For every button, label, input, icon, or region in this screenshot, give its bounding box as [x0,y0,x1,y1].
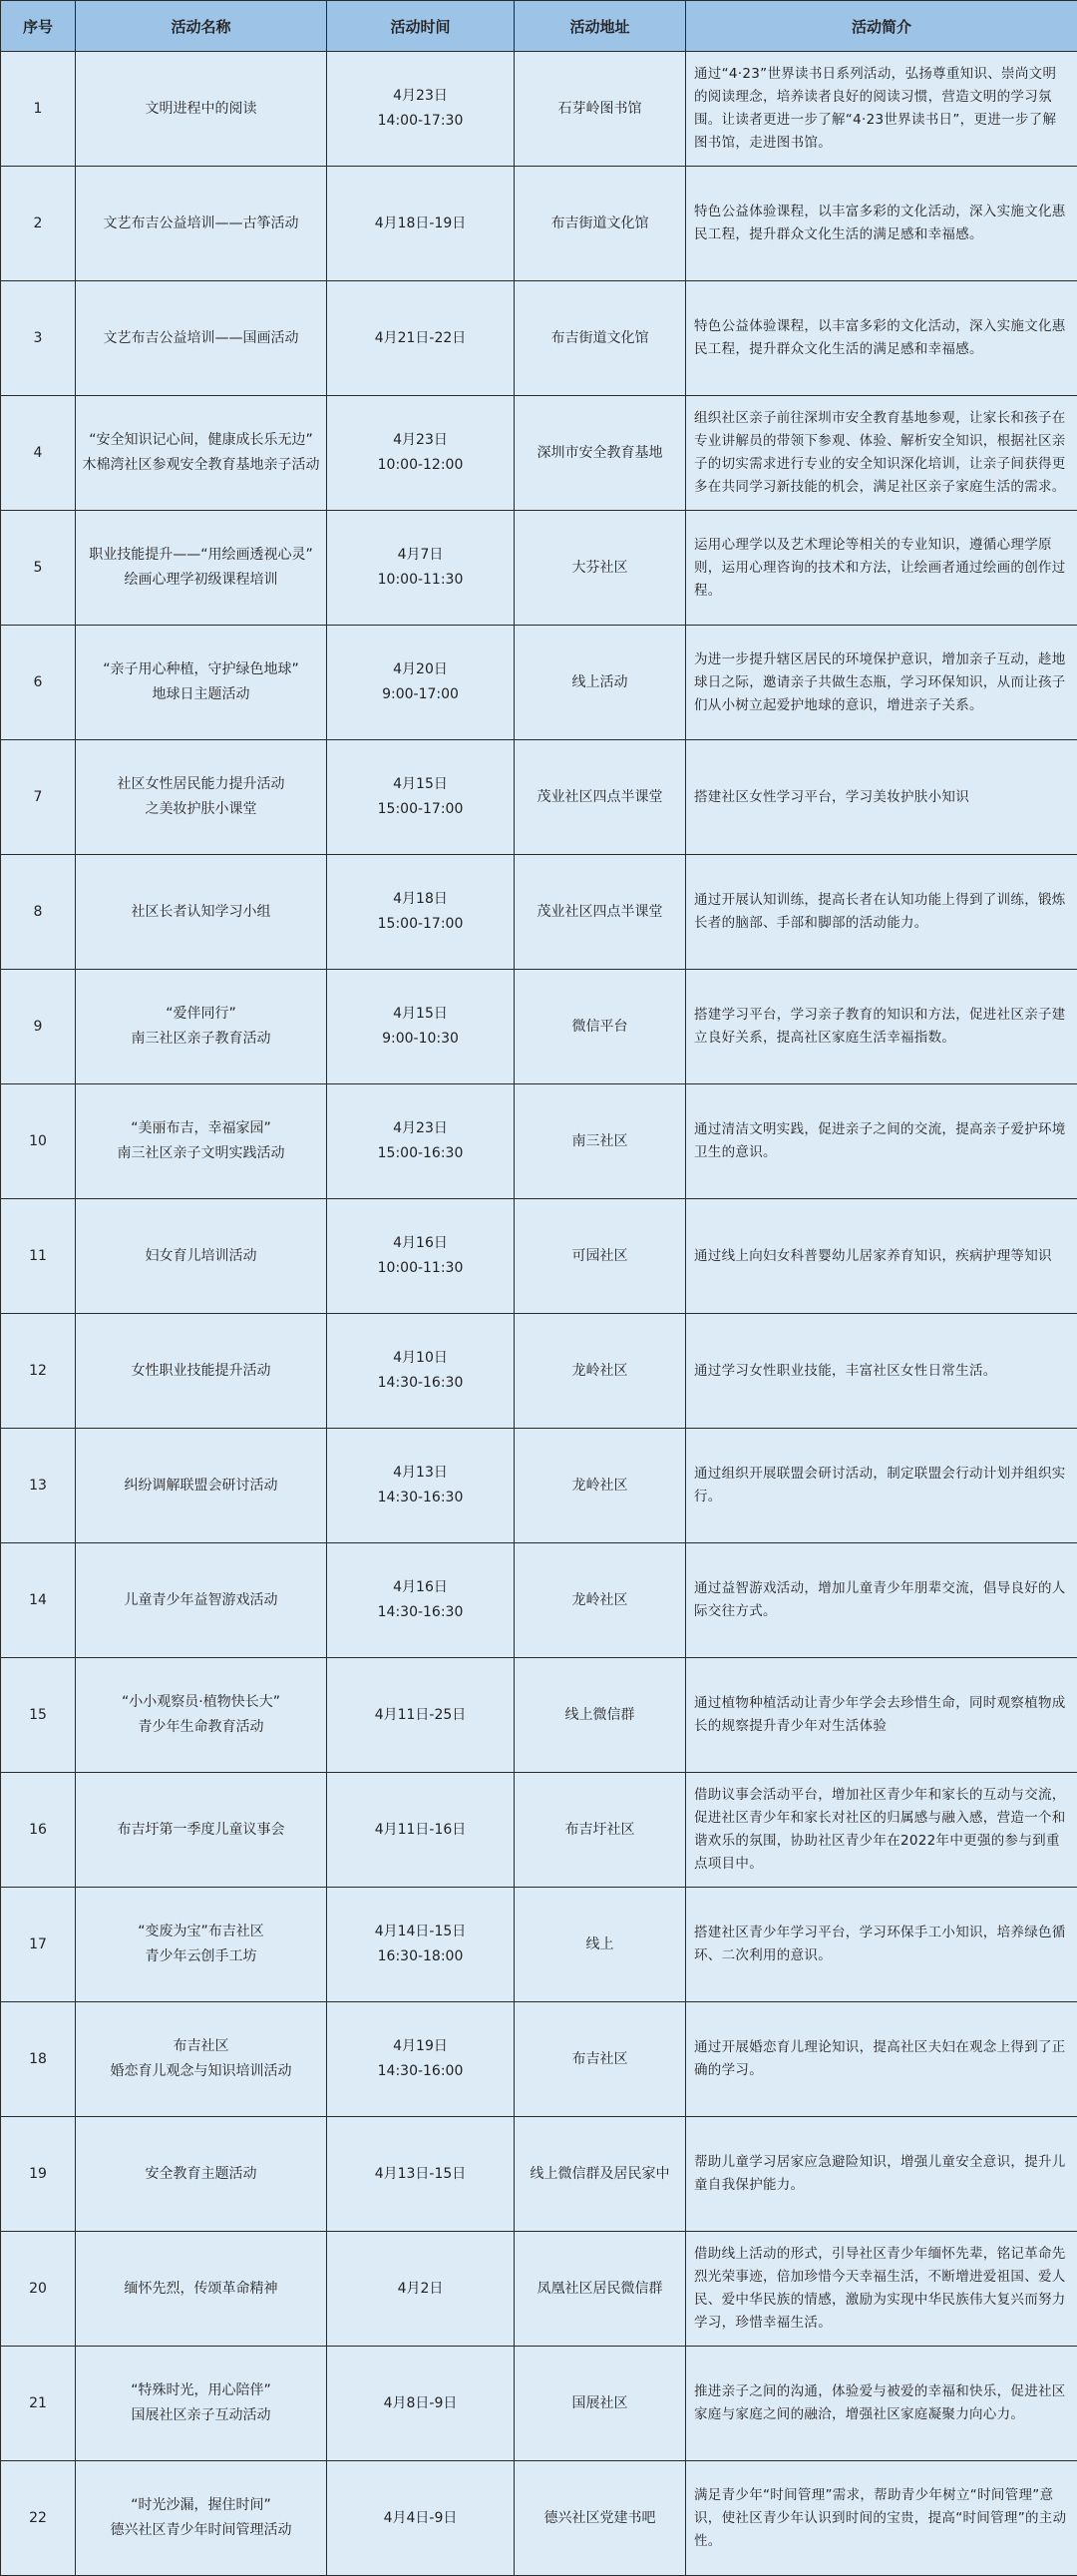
activity-name-line: 木棉湾社区参观安全教育基地亲子活动 [82,453,320,478]
activity-name-line: 绘画心理学初级课程培训 [82,568,320,593]
cell-serial: 10 [1,1084,76,1199]
cell-activity-description: 通过清洁文明实践，促进亲子之间的交流，提高亲子爱护环境卫生的意识。 [686,1084,1077,1199]
cell-serial: 9 [1,970,76,1084]
cell-activity-time [327,2232,515,2347]
cell-activity-time [327,2117,515,2232]
cell-activity-time [327,1888,515,2002]
activity-name-line: 儿童青少年益智游戏活动 [82,1588,320,1613]
cell-activity-place: 南三社区 [515,1084,686,1199]
activity-time-line: 4月14日-15日 [333,1920,508,1944]
activity-time-line: 4月15日 [333,1002,508,1027]
cell-activity-time [327,626,515,740]
activity-name-line: 妇女育儿培训活动 [82,1244,320,1269]
header-serial: 序号 [1,1,76,52]
activity-name-line: 青少年云创手工坊 [82,1944,320,1969]
activity-time-line: 4月18日-19日 [333,212,508,236]
activity-time-line: 4月20日 [333,657,508,682]
activity-name-line: 文艺布吉公益培训——古筝活动 [82,212,320,236]
table-row [1,511,1077,626]
cell-serial: 16 [1,1773,76,1888]
activity-time-line: 9:00-10:30 [333,1027,508,1052]
cell-activity-place: 茂业社区四点半课堂 [515,855,686,970]
activity-time-line: 14:30-16:30 [333,1371,508,1396]
activity-time-line: 4月19日 [333,2034,508,2059]
cell-activity-description: 为进一步提升辖区居民的环境保护意识，增加亲子互动，趁地球日之际，邀请亲子共做生态瓶，学习环保知识，从而让孩子们从小树立起爱护地球的意识，增进亲子关系。 [686,626,1077,740]
header-activity-place: 活动地址 [515,1,686,52]
cell-serial: 18 [1,2002,76,2117]
activity-name-line: 婚恋育儿观念与知识培训活动 [82,2059,320,2084]
cell-serial: 5 [1,511,76,626]
cell-activity-time [327,740,515,855]
cell-activity-place: 布吉街道文化馆 [515,281,686,396]
activity-name-line: 社区女性居民能力提升活动 [82,772,320,797]
activity-time-line: 10:00-11:30 [333,1256,508,1281]
activity-time-line: 14:30-16:00 [333,2059,508,2084]
cell-activity-place: 布吉街道文化馆 [515,167,686,281]
table-row [1,396,1077,511]
cell-activity-place: 德兴社区党建书吧 [515,2461,686,2576]
cell-activity-place: 线上活动 [515,626,686,740]
cell-serial: 22 [1,2461,76,2576]
activity-time-line: 15:00-17:00 [333,912,508,937]
activity-name-line: 青少年生命教育活动 [82,1715,320,1740]
cell-serial: 4 [1,396,76,511]
table-row [1,2461,1077,2576]
cell-activity-place: 线上 [515,1888,686,2002]
cell-activity-place: 微信平台 [515,970,686,1084]
cell-activity-description: 特色公益体验课程，以丰富多彩的文化活动，深入实施文化惠民工程，提升群众文化生活的满足感和幸福感。 [686,281,1077,396]
cell-activity-place: 龙岭社区 [515,1543,686,1658]
cell-activity-name [76,511,327,626]
activity-name-line: 安全教育主题活动 [82,2162,320,2187]
cell-activity-description: 推进亲子之间的沟通，体验爱与被爱的幸福和快乐，促进社区家庭与家庭之间的融洽，增强社区家庭凝聚力向心力。 [686,2347,1077,2461]
activity-time-line: 9:00-17:00 [333,682,508,707]
cell-activity-time [327,1084,515,1199]
cell-serial: 13 [1,1429,76,1543]
cell-activity-description: 搭建社区青少年学习平台，学习环保手工小知识，培养绿色循环、二次利用的意识。 [686,1888,1077,2002]
activity-time-line: 4月23日 [333,428,508,453]
activity-name-line: 南三社区亲子教育活动 [82,1027,320,1052]
table-row [1,2117,1077,2232]
activity-time-line: 10:00-11:30 [333,568,508,593]
table-row [1,2232,1077,2347]
cell-serial: 21 [1,2347,76,2461]
activity-time-line: 10:00-12:00 [333,453,508,478]
cell-activity-place: 布吉圩社区 [515,1773,686,1888]
cell-activity-time [327,1658,515,1773]
activity-name-line: “变废为宝”布吉社区 [82,1920,320,1944]
table-row [1,1773,1077,1888]
cell-activity-name [76,1888,327,2002]
cell-activity-place: 凤凰社区居民微信群 [515,2232,686,2347]
activity-time-line: 4月18日 [333,887,508,912]
activity-name-line: 地球日主题活动 [82,682,320,707]
cell-activity-name [76,970,327,1084]
cell-activity-place: 石芽岭图书馆 [515,52,686,167]
cell-activity-name [76,1084,327,1199]
table-row [1,1314,1077,1429]
cell-activity-description: 搭建社区女性学习平台，学习美妆护肤小知识 [686,740,1077,855]
cell-serial: 15 [1,1658,76,1773]
activity-name-line: 女性职业技能提升活动 [82,1359,320,1384]
cell-serial: 12 [1,1314,76,1429]
cell-serial: 1 [1,52,76,167]
activity-time-line: 14:00-17:30 [333,109,508,134]
cell-activity-name [76,1429,327,1543]
cell-activity-name [76,2117,327,2232]
activity-name-line: 缅怀先烈，传颂革命精神 [82,2277,320,2302]
activity-time-line: 14:30-16:30 [333,1486,508,1510]
cell-activity-name [76,626,327,740]
cell-activity-time [327,2461,515,2576]
cell-activity-time [327,1429,515,1543]
activity-time-line: 4月16日 [333,1231,508,1256]
cell-activity-place: 可园社区 [515,1199,686,1314]
activity-time-line: 4月13日 [333,1461,508,1486]
activity-name-line: “小小观察员·植物快长大” [82,1690,320,1715]
cell-activity-description: 搭建学习平台，学习亲子教育的知识和方法，促进社区亲子建立良好关系，提高社区家庭生活幸福指数。 [686,970,1077,1084]
cell-activity-description: 通过“4·23”世界读书日系列活动，弘扬尊重知识、崇尚文明的阅读理念，培养读者良好的阅读习惯，营造文明的学习氛围。让读者更进一步了解“4·23世界读书日”，更进一步了解图书馆，走进图书馆。 [686,52,1077,167]
cell-activity-name [76,167,327,281]
table-row [1,1199,1077,1314]
cell-activity-description: 通过开展婚恋育儿理论知识，提高社区夫妇在观念上得到了正确的学习。 [686,2002,1077,2117]
cell-serial: 6 [1,626,76,740]
cell-serial: 14 [1,1543,76,1658]
cell-activity-place: 深圳市安全教育基地 [515,396,686,511]
cell-activity-description: 借助议事会活动平台，增加社区青少年和家长的互动与交流，促进社区青少年和家长对社区的归属感与融入感，营造一个和谐欢乐的氛围，协助社区青少年在2022年中更强的参与到重点项目中。 [686,1773,1077,1888]
table-row [1,1543,1077,1658]
cell-activity-description: 组织社区亲子前往深圳市安全教育基地参观，让家长和孩子在专业讲解员的带领下参观、体验、解析安全知识，根据社区亲子的切实需求进行专业的安全知识深化培训，让亲子间获得更多在共同学习新技能的机会，满足社区亲子家庭生活的需求。 [686,396,1077,511]
table-row [1,1658,1077,1773]
cell-activity-time [327,970,515,1084]
cell-activity-description: 通过开展认知训练，提高长者在认知功能上得到了训练，锻炼长者的脑部、手部和脚部的活动能力。 [686,855,1077,970]
cell-serial: 3 [1,281,76,396]
activity-time-line: 4月23日 [333,1116,508,1141]
cell-activity-description: 通过线上向妇女科普婴幼儿居家养育知识，疾病护理等知识 [686,1199,1077,1314]
cell-activity-place: 大芬社区 [515,511,686,626]
table-body [1,52,1077,2576]
activity-time-line: 4月11日-16日 [333,1818,508,1843]
activity-time-line: 14:30-16:30 [333,1600,508,1625]
activity-name-line: “安全知识记心间，健康成长乐无边” [82,428,320,453]
cell-activity-name [76,2347,327,2461]
cell-activity-description: 通过学习女性职业技能，丰富社区女性日常生活。 [686,1314,1077,1429]
activity-name-line: 布吉圩第一季度儿童议事会 [82,1818,320,1843]
cell-activity-name [76,2002,327,2117]
table-row [1,1429,1077,1543]
activity-name-line: “特殊时光，用心陪伴” [82,2378,320,2403]
activity-name-line: “美丽布吉，幸福家园” [82,1116,320,1141]
cell-activity-name [76,855,327,970]
activity-name-line: “亲子用心种植，守护绿色地球” [82,657,320,682]
cell-activity-place: 布吉社区 [515,2002,686,2117]
cell-serial: 2 [1,167,76,281]
cell-activity-description: 帮助儿童学习居家应急避险知识，增强儿童安全意识，提升儿童自我保护能力。 [686,2117,1077,2232]
activity-time-line: 4月10日 [333,1346,508,1371]
cell-activity-place: 龙岭社区 [515,1429,686,1543]
header-activity-time: 活动时间 [327,1,515,52]
activity-name-line: 社区长者认知学习小组 [82,900,320,925]
activity-name-line: 文明进程中的阅读 [82,97,320,122]
activity-time-line: 4月21日-22日 [333,326,508,351]
activity-time-line: 4月11日-25日 [333,1703,508,1728]
header-activity-name: 活动名称 [76,1,327,52]
cell-activity-time [327,167,515,281]
cell-activity-name [76,1773,327,1888]
activity-name-line: 文艺布吉公益培训——国画活动 [82,326,320,351]
cell-activity-time [327,396,515,511]
activity-time-line: 4月2日 [333,2277,508,2302]
cell-serial: 19 [1,2117,76,2232]
cell-serial: 7 [1,740,76,855]
cell-activity-time [327,1199,515,1314]
activity-name-line: “爱伴同行” [82,1002,320,1027]
cell-activity-name [76,2461,327,2576]
cell-activity-name [76,1658,327,1773]
table-row [1,740,1077,855]
cell-activity-time [327,511,515,626]
cell-activity-time [327,52,515,167]
cell-activity-place: 龙岭社区 [515,1314,686,1429]
table-row [1,2002,1077,2117]
activity-time-line: 4月15日 [333,772,508,797]
activity-time-line: 4月13日-15日 [333,2162,508,2187]
activity-time-line: 16:30-18:00 [333,1944,508,1969]
activity-name-line: 纠纷调解联盟会研讨活动 [82,1474,320,1499]
cell-activity-description: 借助线上活动的形式，引导社区青少年缅怀先辈，铭记革命先烈光荣事迹，倍加珍惜今天幸福生活，不断增进爱祖国、爱人民、爱中华民族的情感，激励为实现中华民族伟大复兴而努力学习，珍惜幸福生活。 [686,2232,1077,2347]
cell-serial: 8 [1,855,76,970]
activity-time-line: 15:00-17:00 [333,797,508,822]
table-row [1,2347,1077,2461]
activity-time-line: 4月16日 [333,1575,508,1600]
header-activity-description: 活动简介 [686,1,1077,52]
cell-serial: 20 [1,2232,76,2347]
cell-activity-name [76,52,327,167]
table-row [1,1888,1077,2002]
cell-activity-description: 满足青少年“时间管理”需求，帮助青少年树立“时间管理”意识，使社区青少年认识到时间的宝贵，提高“时间管理”的主动性。 [686,2461,1077,2576]
cell-activity-description: 运用心理学以及艺术理论等相关的专业知识，遵循心理学原则，运用心理咨询的技术和方法，让绘画者通过绘画的创作过程。 [686,511,1077,626]
activity-name-line: 之美妆护肤小课堂 [82,797,320,822]
cell-serial: 17 [1,1888,76,2002]
cell-activity-description: 通过益智游戏活动，增加儿童青少年朋辈交流，倡导良好的人际交往方式。 [686,1543,1077,1658]
activity-time-line: 15:00-16:30 [333,1141,508,1166]
cell-activity-time [327,1314,515,1429]
cell-activity-time [327,855,515,970]
activity-time-line: 4月4日-9日 [333,2506,508,2531]
table-row [1,281,1077,396]
cell-activity-description: 通过植物种植活动让青少年学会去珍惜生命，同时观察植物成长的规察提升青少年对生活体验 [686,1658,1077,1773]
cell-activity-name [76,1199,327,1314]
activity-name-line: 南三社区亲子文明实践活动 [82,1141,320,1166]
activity-time-line: 4月23日 [333,84,508,109]
cell-activity-description: 通过组织开展联盟会研讨活动，制定联盟会行动计划并组织实行。 [686,1429,1077,1543]
activity-name-line: “时光沙漏，握住时间” [82,2493,320,2518]
activity-name-line: 国展社区亲子互动活动 [82,2403,320,2428]
table-row [1,626,1077,740]
table-row [1,855,1077,970]
cell-activity-place: 线上微信群 [515,1658,686,1773]
table-row [1,167,1077,281]
cell-activity-name [76,1314,327,1429]
cell-activity-name [76,281,327,396]
activity-time-line: 4月8日-9日 [333,2391,508,2416]
table-row [1,52,1077,167]
activity-name-line: 德兴社区青少年时间管理活动 [82,2518,320,2543]
activity-name-line: 布吉社区 [82,2034,320,2059]
cell-activity-name [76,1543,327,1658]
cell-activity-time [327,1543,515,1658]
cell-activity-place: 国展社区 [515,2347,686,2461]
cell-activity-time [327,2002,515,2117]
table-row [1,1084,1077,1199]
cell-activity-time [327,281,515,396]
table-header-row [1,1,1077,52]
cell-serial: 11 [1,1199,76,1314]
cell-activity-place: 线上微信群及居民家中 [515,2117,686,2232]
activity-name-line: 职业技能提升——“用绘画透视心灵” [82,543,320,568]
cell-activity-name [76,396,327,511]
cell-activity-time [327,2347,515,2461]
activity-time-line: 4月7日 [333,543,508,568]
cell-activity-name [76,2232,327,2347]
cell-activity-name [76,740,327,855]
cell-activity-description: 特色公益体验课程，以丰富多彩的文化活动，深入实施文化惠民工程，提升群众文化生活的满足感和幸福感。 [686,167,1077,281]
table-row [1,970,1077,1084]
cell-activity-time [327,1773,515,1888]
cell-activity-place: 茂业社区四点半课堂 [515,740,686,855]
